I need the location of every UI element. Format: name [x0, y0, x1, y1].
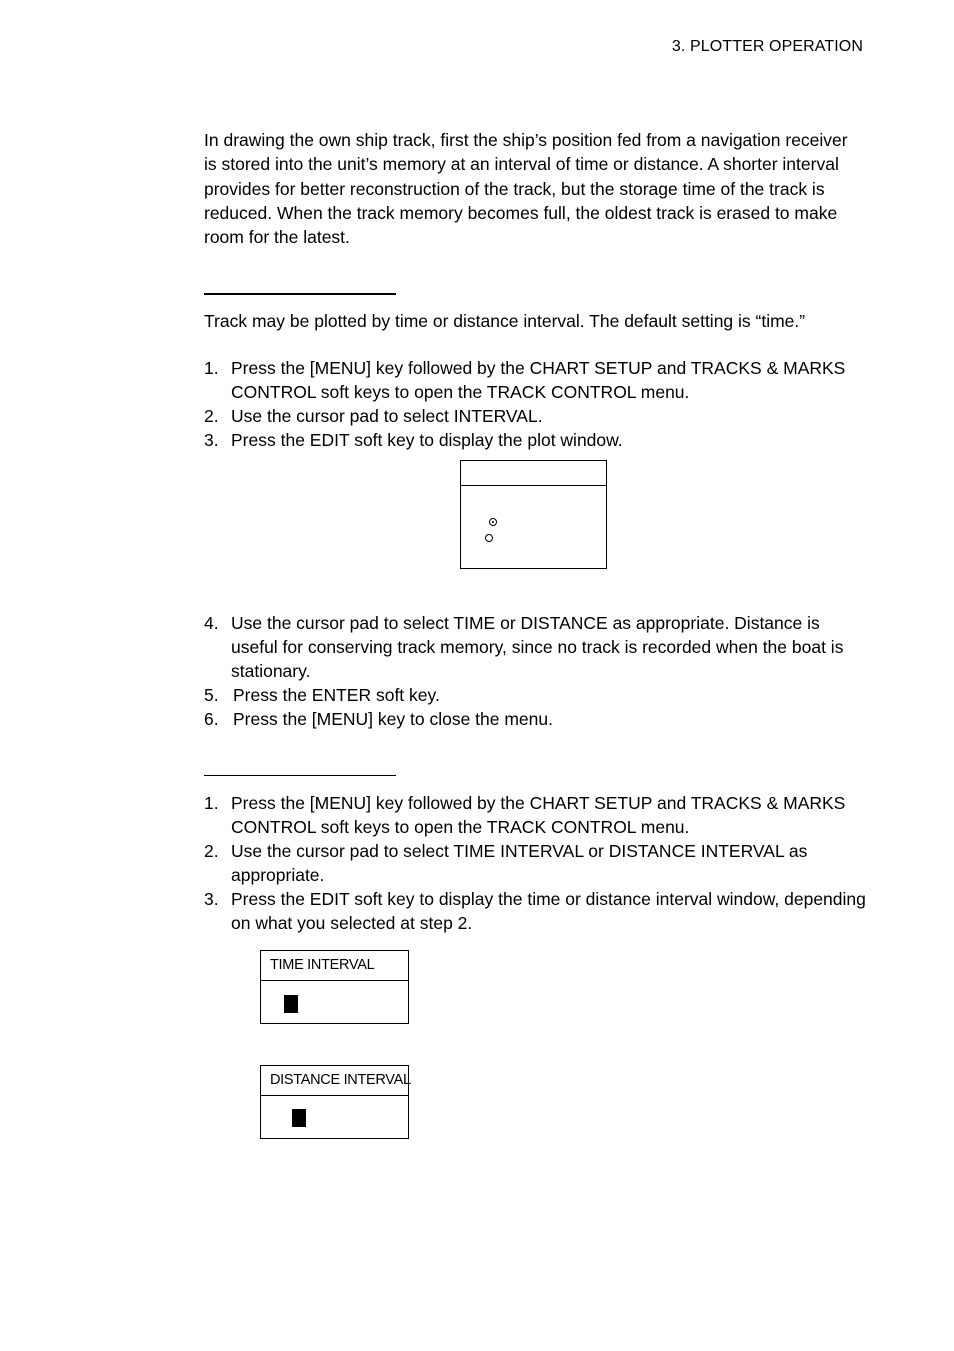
step-number: 2. — [204, 841, 219, 862]
time-interval-title: TIME INTERVAL — [261, 951, 408, 981]
list-item — [204, 707, 869, 731]
step-text: Press the [MENU] key to close the menu. — [233, 709, 553, 730]
list-item — [204, 839, 869, 887]
step-text: Press the [MENU] key followed by the CHART SETUP and TRACKS & MARKS CONTROL soft keys to open the TRACK CONTROL menu. — [231, 358, 846, 403]
step-text: Press the ENTER soft key. — [233, 685, 440, 706]
steps-list-plot-method — [204, 356, 869, 452]
plot-window-title-bar — [461, 461, 606, 486]
intro-paragraph: In drawing the own ship track, first the ship’s position fed from a navigation receiver is stored into the unit’s memory at an interval of time or distance. A shorter interval provides for better reconstruction of the track, but the storage time of the track is reduced. When the track memory becomes full, the oldest track is erased to make room for the latest. — [204, 130, 848, 248]
distance-interval-title: DISTANCE INTERVAL — [261, 1066, 408, 1096]
step-text: Press the EDIT soft key to display the plot window. — [231, 430, 623, 451]
step-number: 2. — [204, 406, 219, 427]
step-text: Use the cursor pad to select TIME or DISTANCE as appropriate. Distance is useful for conserving track memory, since no track is recorded when the boat is stationary. — [231, 613, 844, 682]
list-item — [204, 791, 869, 839]
page-header: 3. PLOTTER OPERATION — [671, 38, 863, 55]
list-item — [204, 404, 869, 428]
step-number: 6. — [204, 709, 219, 730]
distance-interval-window — [260, 1065, 409, 1139]
step-text: Use the cursor pad to select TIME INTERVAL or DISTANCE INTERVAL as appropriate. — [231, 841, 808, 886]
radio-selected-icon[interactable] — [489, 518, 497, 526]
step-number: 3. — [204, 889, 219, 910]
track-method-paragraph: Track may be plotted by time or distance interval. The default setting is “time.” — [204, 311, 806, 331]
list-item — [204, 683, 869, 707]
input-cursor[interactable] — [292, 1109, 306, 1127]
list-item — [204, 356, 869, 404]
steps-list-plot-method-continued — [204, 611, 869, 731]
step-text: Use the cursor pad to select INTERVAL. — [231, 406, 543, 427]
list-item — [204, 887, 869, 935]
step-number: 4. — [204, 613, 219, 633]
list-item — [204, 611, 869, 683]
step-text: Press the [MENU] key followed by the CHART SETUP and TRACKS & MARKS CONTROL soft keys to open the TRACK CONTROL menu. — [231, 793, 846, 838]
time-interval-window — [260, 950, 409, 1024]
steps-list-interval-setting — [204, 791, 869, 936]
input-cursor[interactable] — [284, 995, 298, 1013]
step-number: 1. — [204, 358, 219, 378]
section-divider — [204, 293, 396, 295]
section-divider — [204, 775, 396, 776]
radio-unselected-icon[interactable] — [485, 534, 493, 542]
step-number: 5. — [204, 685, 219, 706]
list-item — [204, 428, 869, 452]
step-number: 1. — [204, 793, 219, 813]
step-text: Press the EDIT soft key to display the time or distance interval window, depending on what you selected at step 2. — [231, 889, 866, 934]
step-number: 3. — [204, 430, 219, 451]
plot-window-dialog — [460, 460, 607, 569]
